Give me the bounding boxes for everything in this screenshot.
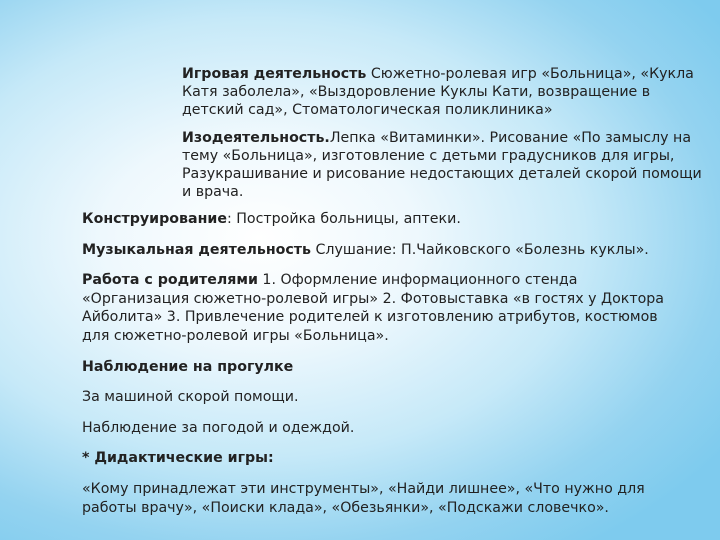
list-item-text: За машиной скорой помощи. (82, 389, 299, 406)
list-item (0, 271, 700, 345)
paragraph-art-activity (182, 129, 702, 202)
list-item-text: 1. Оформление информационного стенда «Организация сюжетно-ролевой игры» 2. Фотовыставка «в гостях у Доктора Айболита» 3. Привлечение родителей к изготовлению атрибутов, костюмов для сюжетно-ролевой игры «Больница». (82, 272, 664, 344)
list-item-label: Наблюдение на прогулке (82, 358, 294, 375)
list-item-label: * Дидактические игры: (82, 450, 274, 467)
list-item (0, 480, 700, 517)
label-art-activity: Изодеятельность. (182, 129, 330, 146)
list-item (0, 210, 700, 229)
list-item (0, 241, 700, 260)
list-item (0, 388, 700, 407)
list-item (0, 449, 700, 468)
list-item-text: Наблюдение за погодой и одеждой. (82, 419, 355, 436)
bullet-list (0, 210, 700, 529)
top-paragraphs (182, 65, 702, 210)
text-play-activity: Сюжетно-ролевая игр «Больница», «Кукла Катя заболела», «Выздоровление Куклы Кати, возвращение в детский сад», Стоматологическая поликлиника» (182, 66, 694, 119)
text-art-activity: Лепка «Витаминки». Рисование «По замыслу на тему «Больница», изготовление с детьми градусников для игры, Разукрашивание и рисование недостающих деталей скорой помощи и врача. (182, 129, 702, 201)
list-item (0, 358, 700, 377)
list-item-label: Работа с родителями (82, 272, 258, 289)
list-item-text: Слушание: П.Чайковского «Болезнь куклы». (310, 241, 649, 258)
list-item-label: Конструирование (82, 211, 227, 227)
label-play-activity: Игровая деятельность (182, 66, 367, 82)
paragraph-play-activity (182, 65, 702, 120)
list-item-text: «Кому принадлежат эти инструменты», «Найди лишнее», «Что нужно для работы врачу», «Поиски клада», «Обезьянки», «Подскажи словечко». (82, 480, 645, 516)
list-item-text: : Постройка больницы, аптеки. (226, 211, 461, 227)
list-item-label: Музыкальная деятельность (82, 241, 311, 258)
list-item (0, 419, 700, 438)
